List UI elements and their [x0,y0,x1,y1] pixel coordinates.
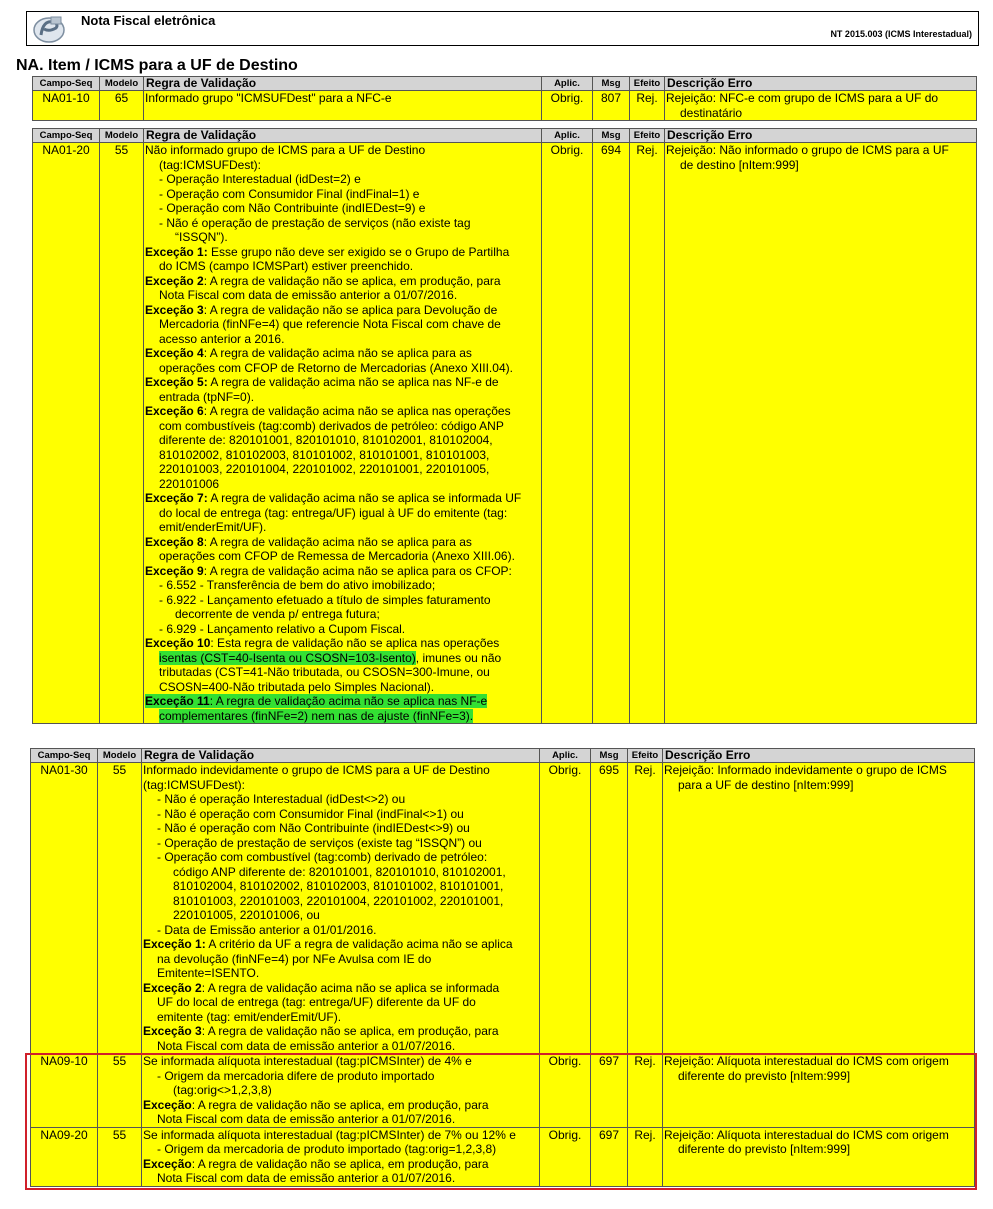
descricao-cell [665,143,977,724]
exception-line [145,303,540,318]
col-modelo: Modelo [100,129,144,143]
col-efeito: Efeito [628,749,663,763]
campo-cell: NA01-30 [31,763,98,1054]
header-subtitle: NT 2015.003 (ICMS Interestadual) [830,29,972,39]
efeito-cell: Rej. [628,1127,663,1186]
desc-line: Rejeição: Alíquota interestadual do ICMS com origem [664,1127,949,1142]
table-row [33,91,977,121]
rule-line: “ISSQN”). [175,230,228,244]
exception-text: : Esta regra de validação não se aplica nas operações [210,636,500,650]
msg-cell: 697 [591,1127,628,1186]
desc-line: Rejeição: Informado indevidamente o grupo de ICMS [664,763,947,777]
regra-cell [144,143,542,724]
exception-line [145,491,540,506]
exception-line: operações com CFOP de Remessa de Mercadoria (Anexo XIII.06). [159,549,515,563]
desc-line: Rejeição: Alíquota interestadual do ICMS com origem [664,1054,949,1068]
exception-line: entrada (tpNF=0). [159,389,255,404]
efeito-cell: Rej. [628,1054,663,1128]
aplic-cell: Obrig. [542,91,593,121]
col-campo-seq: Campo-Seq [33,77,100,91]
campo-cell: NA09-10 [31,1054,98,1128]
col-modelo: Modelo [100,77,144,91]
exception-line: com combustíveis (tag:comb) derivados de petróleo: código ANP [159,418,504,433]
rule-line: - Data de Emissão anterior a 01/01/2016. [157,922,377,937]
aplic-cell: Obrig. [540,763,591,1054]
exception-text: : A regra de validação não se aplica, em produção, para [201,1024,499,1038]
regra-cell [142,763,540,1054]
table-header-row [31,749,975,763]
highlighted-text: isentas (CST=40-Isenta ou CSOSN=103-Isento) [159,650,416,665]
exception-text: : A regra de validação não se aplica, em produção, para [191,1156,489,1171]
col-msg: Msg [593,129,630,143]
exception-line [143,1024,538,1039]
highlighted-text: complementares (finNFe=2) nem nas de ajuste (finNFe=3). [159,708,474,723]
exception-label: Exceção 3 [143,1024,202,1038]
exception-label: Exceção 2 [145,273,204,288]
col-modelo: Modelo [98,749,142,763]
exception-line [143,1098,538,1113]
exception-line: CSOSN=400-Não tributada pelo Simples Nacional). [159,679,435,694]
col-descricao: Descrição Erro [665,77,977,91]
exception-text: , imunes ou não [415,650,502,665]
descricao-cell [663,763,975,1054]
exception-line [145,346,540,361]
aplic-cell: Obrig. [542,143,593,724]
rule-line: Se informada alíquota interestadual (tag:pICMSInter) de 4% e [143,1054,472,1068]
exception-line [143,981,538,996]
table-header-row [33,77,977,91]
exception-line: - 6.929 - Lançamento relativo a Cupom Fiscal. [159,621,406,636]
rule-line: Se informada alíquota interestadual (tag:pICMSInter) de 7% ou 12% e [143,1127,516,1142]
efeito-cell: Rej. [630,143,665,724]
exception-line: diferente de: 820101001, 820101010, 810102001, 810102004, [159,433,493,447]
rule-line: - Origem da mercadoria difere de produto importado [157,1068,435,1083]
rule-line: - Origem da mercadoria de produto importado (tag:orig=1,2,3,8) [157,1142,497,1156]
modelo-cell: 55 [98,1054,142,1128]
exception-label: Exceção 4 [145,346,204,360]
rule-line: (tag:orig<>1,2,3,8) [173,1083,272,1097]
exception-label: Exceção 7: [145,491,208,505]
rule-line: (tag:ICMSUFDest): [159,157,262,172]
col-regra: Regra de Validação [144,129,542,143]
exception-line [145,245,540,260]
table-row [31,1127,975,1186]
rule-line: - Não é operação Interestadual (idDest<>2) ou [157,792,406,806]
exception-text: : A regra de validação acima não se aplica para as [203,534,472,549]
exception-line: Nota Fiscal com data de emissão anterior a 01/07/2016. [157,1038,456,1053]
exception-label: Exceção 6 [145,404,204,418]
regra-cell [142,1054,540,1128]
exception-text: : A regra de validação acima não se aplica para os CFOP: [203,563,512,578]
col-aplic: Aplic. [542,77,593,91]
exception-line: do local de entrega (tag: entrega/UF) igual à UF do emitente (tag: [159,505,508,520]
rule-line: 810102004, 810102002, 810102003, 810101002, 810101001, [173,879,504,893]
exception-label: Exceção 8 [145,534,204,549]
exception-line: Nota Fiscal com data de emissão anterior a 01/07/2016. [157,1171,456,1185]
exception-label: Exceção 2 [143,980,202,995]
exception-text: : A regra de validação acima não se aplica nas operações [203,404,511,418]
rule-line: 810101003, 220101003, 220101004, 220101002, 220101001, [173,893,504,908]
exception-text: Esse grupo não deve ser exigido se o Grupo de Partilha [207,244,510,259]
desc-line: destinatário [680,105,743,120]
exception-line: Nota Fiscal com data de emissão anterior a 01/07/2016. [157,1112,456,1126]
exception-line: 220101006 [159,476,220,491]
exception-line [143,937,538,952]
exception-line: Emitente=ISENTO. [157,966,260,980]
rule-line: - Não é operação com Consumidor Final (indFinal<>1) ou [157,806,464,821]
col-campo-seq: Campo-Seq [33,129,100,143]
col-regra: Regra de Validação [142,749,540,763]
modelo-cell: 55 [100,143,144,724]
exception-line: emit/enderEmit/UF). [159,520,267,534]
efeito-cell: Rej. [628,763,663,1054]
table-header-row [33,129,977,143]
rule-line: - Operação Interestadual (idDest=2) e [159,172,361,186]
exception-text: : A regra de validação não se aplica, em produção, para [203,273,501,288]
col-efeito: Efeito [630,77,665,91]
exception-text: A regra de validação acima não se aplica nas NF-e de [207,375,499,389]
exception-label: Exceção 5: [145,375,208,389]
header-title: Nota Fiscal eletrônica [81,13,216,28]
msg-cell: 695 [591,763,628,1054]
desc-line: para a UF de destino [nItem:999] [678,777,854,792]
exception-line: Nota Fiscal com data de emissão anterior a 01/07/2016. [159,288,458,302]
exception-label: Exceção 1: [143,937,206,951]
exception-line: - 6.552 - Transferência de bem do ativo imobilizado; [159,578,436,592]
desc-line: diferente do previsto [nItem:999] [678,1068,851,1083]
exception-line [145,274,540,289]
desc-line: Rejeição: Não informado o grupo de ICMS para a UF [666,143,949,157]
exception-label: Exceção [143,1097,192,1112]
exception-line [145,564,540,579]
exception-line: - 6.922 - Lançamento efetuado a título de simples faturamento [159,592,491,607]
exception-label: Exceção 10 [145,636,211,650]
modelo-cell: 55 [98,763,142,1054]
exception-line: na devolução (finNFe=4) por NFe Avulsa com IE do [157,951,432,966]
rule-line: - Operação com Consumidor Final (indFinal=1) e [159,186,420,201]
regra-cell [142,1127,540,1186]
exception-line [145,694,540,709]
msg-cell: 807 [593,91,630,121]
exception-line [145,651,540,666]
msg-cell: 694 [593,143,630,724]
exception-label: Exceção 9 [145,563,204,578]
exception-line [145,636,540,651]
exception-line: decorrente de venda p/ entrega futura; [175,607,380,621]
col-msg: Msg [593,77,630,91]
exception-line: UF do local de entrega (tag: entrega/UF) diferente da UF do [157,995,476,1009]
modelo-cell: 55 [98,1127,142,1186]
exception-label: Exceção [143,1156,192,1171]
regra-cell: Informado grupo "ICMSUFDest" para a NFC-e [144,91,542,121]
rule-line: Não informado grupo de ICMS para a UF de Destino [145,143,426,157]
rule-table-na01-20 [32,128,977,724]
exception-line [145,404,540,419]
exception-line [145,709,540,724]
descricao-cell [665,91,977,121]
exception-line: tributadas (CST=41-Não tributada, ou CSOSN=300-Imune, ou [159,665,490,679]
table-row [31,1054,975,1128]
aplic-cell: Obrig. [540,1127,591,1186]
exception-line: Mercadoria (finNFe=4) que referencie Nota Fiscal com chave de [159,317,501,331]
exception-line: acesso anterior a 2016. [159,331,285,346]
exception-line: 810102002, 810102003, 810101002, 810101001, 810101003, [159,447,490,462]
col-aplic: Aplic. [542,129,593,143]
campo-cell: NA01-20 [33,143,100,724]
rule-line: - Operação de prestação de serviços (existe tag “ISSQN”) ou [157,835,482,850]
exception-label: Exceção 11 [145,694,210,708]
exception-line [145,375,540,390]
exception-text: : A regra de validação não se aplica, em produção, para [191,1097,489,1112]
rule-line: (tag:ICMSUFDest): [143,777,246,792]
desc-line: de destino [nItem:999] [680,157,799,172]
efeito-cell: Rej. [630,91,665,121]
table-row [33,143,977,724]
nfe-logo-icon [31,14,67,44]
col-descricao: Descrição Erro [665,129,977,143]
descricao-cell [663,1054,975,1128]
rule-line: - Operação com combustível (tag:comb) derivado de petróleo: [157,850,488,864]
descricao-cell [663,1127,975,1186]
exception-text: : A regra de validação acima não se aplica nas NF-e [209,694,488,708]
aplic-cell: Obrig. [540,1054,591,1128]
exception-label: Exceção 3 [145,302,204,317]
desc-line: diferente do previsto [nItem:999] [678,1142,851,1156]
rule-line: - Não é operação com Não Contribuinte (indIEDest<>9) ou [157,821,470,835]
rule-table-na01-30 [30,748,975,1187]
col-campo-seq: Campo-Seq [31,749,98,763]
highlighted-text [145,694,487,708]
exception-text: : A regra de validação acima não se aplica para as [203,346,472,360]
col-aplic: Aplic. [540,749,591,763]
rule-line: - Operação com Não Contribuinte (indIEDest=9) e [159,201,426,215]
desc-line: Rejeição: NFC-e com grupo de ICMS para a UF do [666,91,939,105]
table-row [31,763,975,1054]
rule-table-na01-10 [32,76,977,121]
exception-text: A critério da UF a regra de validação acima não se aplica [205,937,513,951]
exception-label: Exceção 1: [145,244,208,259]
exception-text: : A regra de validação acima não se aplica se informada [201,980,500,995]
msg-cell: 697 [591,1054,628,1128]
exception-line: do ICMS (campo ICMSPart) estiver preenchido. [159,259,414,273]
exception-text: A regra de validação acima não se aplica se informada UF [207,491,522,505]
exception-text: : A regra de validação não se aplica para Devolução de [203,302,498,317]
col-regra: Regra de Validação [144,77,542,91]
exception-line: 220101003, 220101004, 220101002, 220101001, 220101005, [159,462,490,476]
document-header [26,11,979,46]
col-msg: Msg [591,749,628,763]
col-efeito: Efeito [630,129,665,143]
exception-line [143,1157,538,1172]
campo-cell: NA01-10 [33,91,100,121]
exception-line: emitente (tag: emit/enderEmit/UF). [157,1009,342,1024]
rule-line: 220101005, 220101006, ou [173,908,320,922]
campo-cell: NA09-20 [31,1127,98,1186]
rule-line: código ANP diferente de: 820101001, 820101010, 810102001, [173,864,506,879]
rule-line: Informado indevidamente o grupo de ICMS para a UF de Destino [143,763,490,777]
exception-line: operações com CFOP de Retorno de Mercadorias (Anexo XIII.04). [159,360,513,375]
col-descricao: Descrição Erro [663,749,975,763]
modelo-cell: 65 [100,91,144,121]
section-title: NA. Item / ICMS para a UF de Destino [16,57,298,74]
exception-line [145,535,540,550]
rule-line: - Não é operação de prestação de serviços (não existe tag [159,215,471,230]
